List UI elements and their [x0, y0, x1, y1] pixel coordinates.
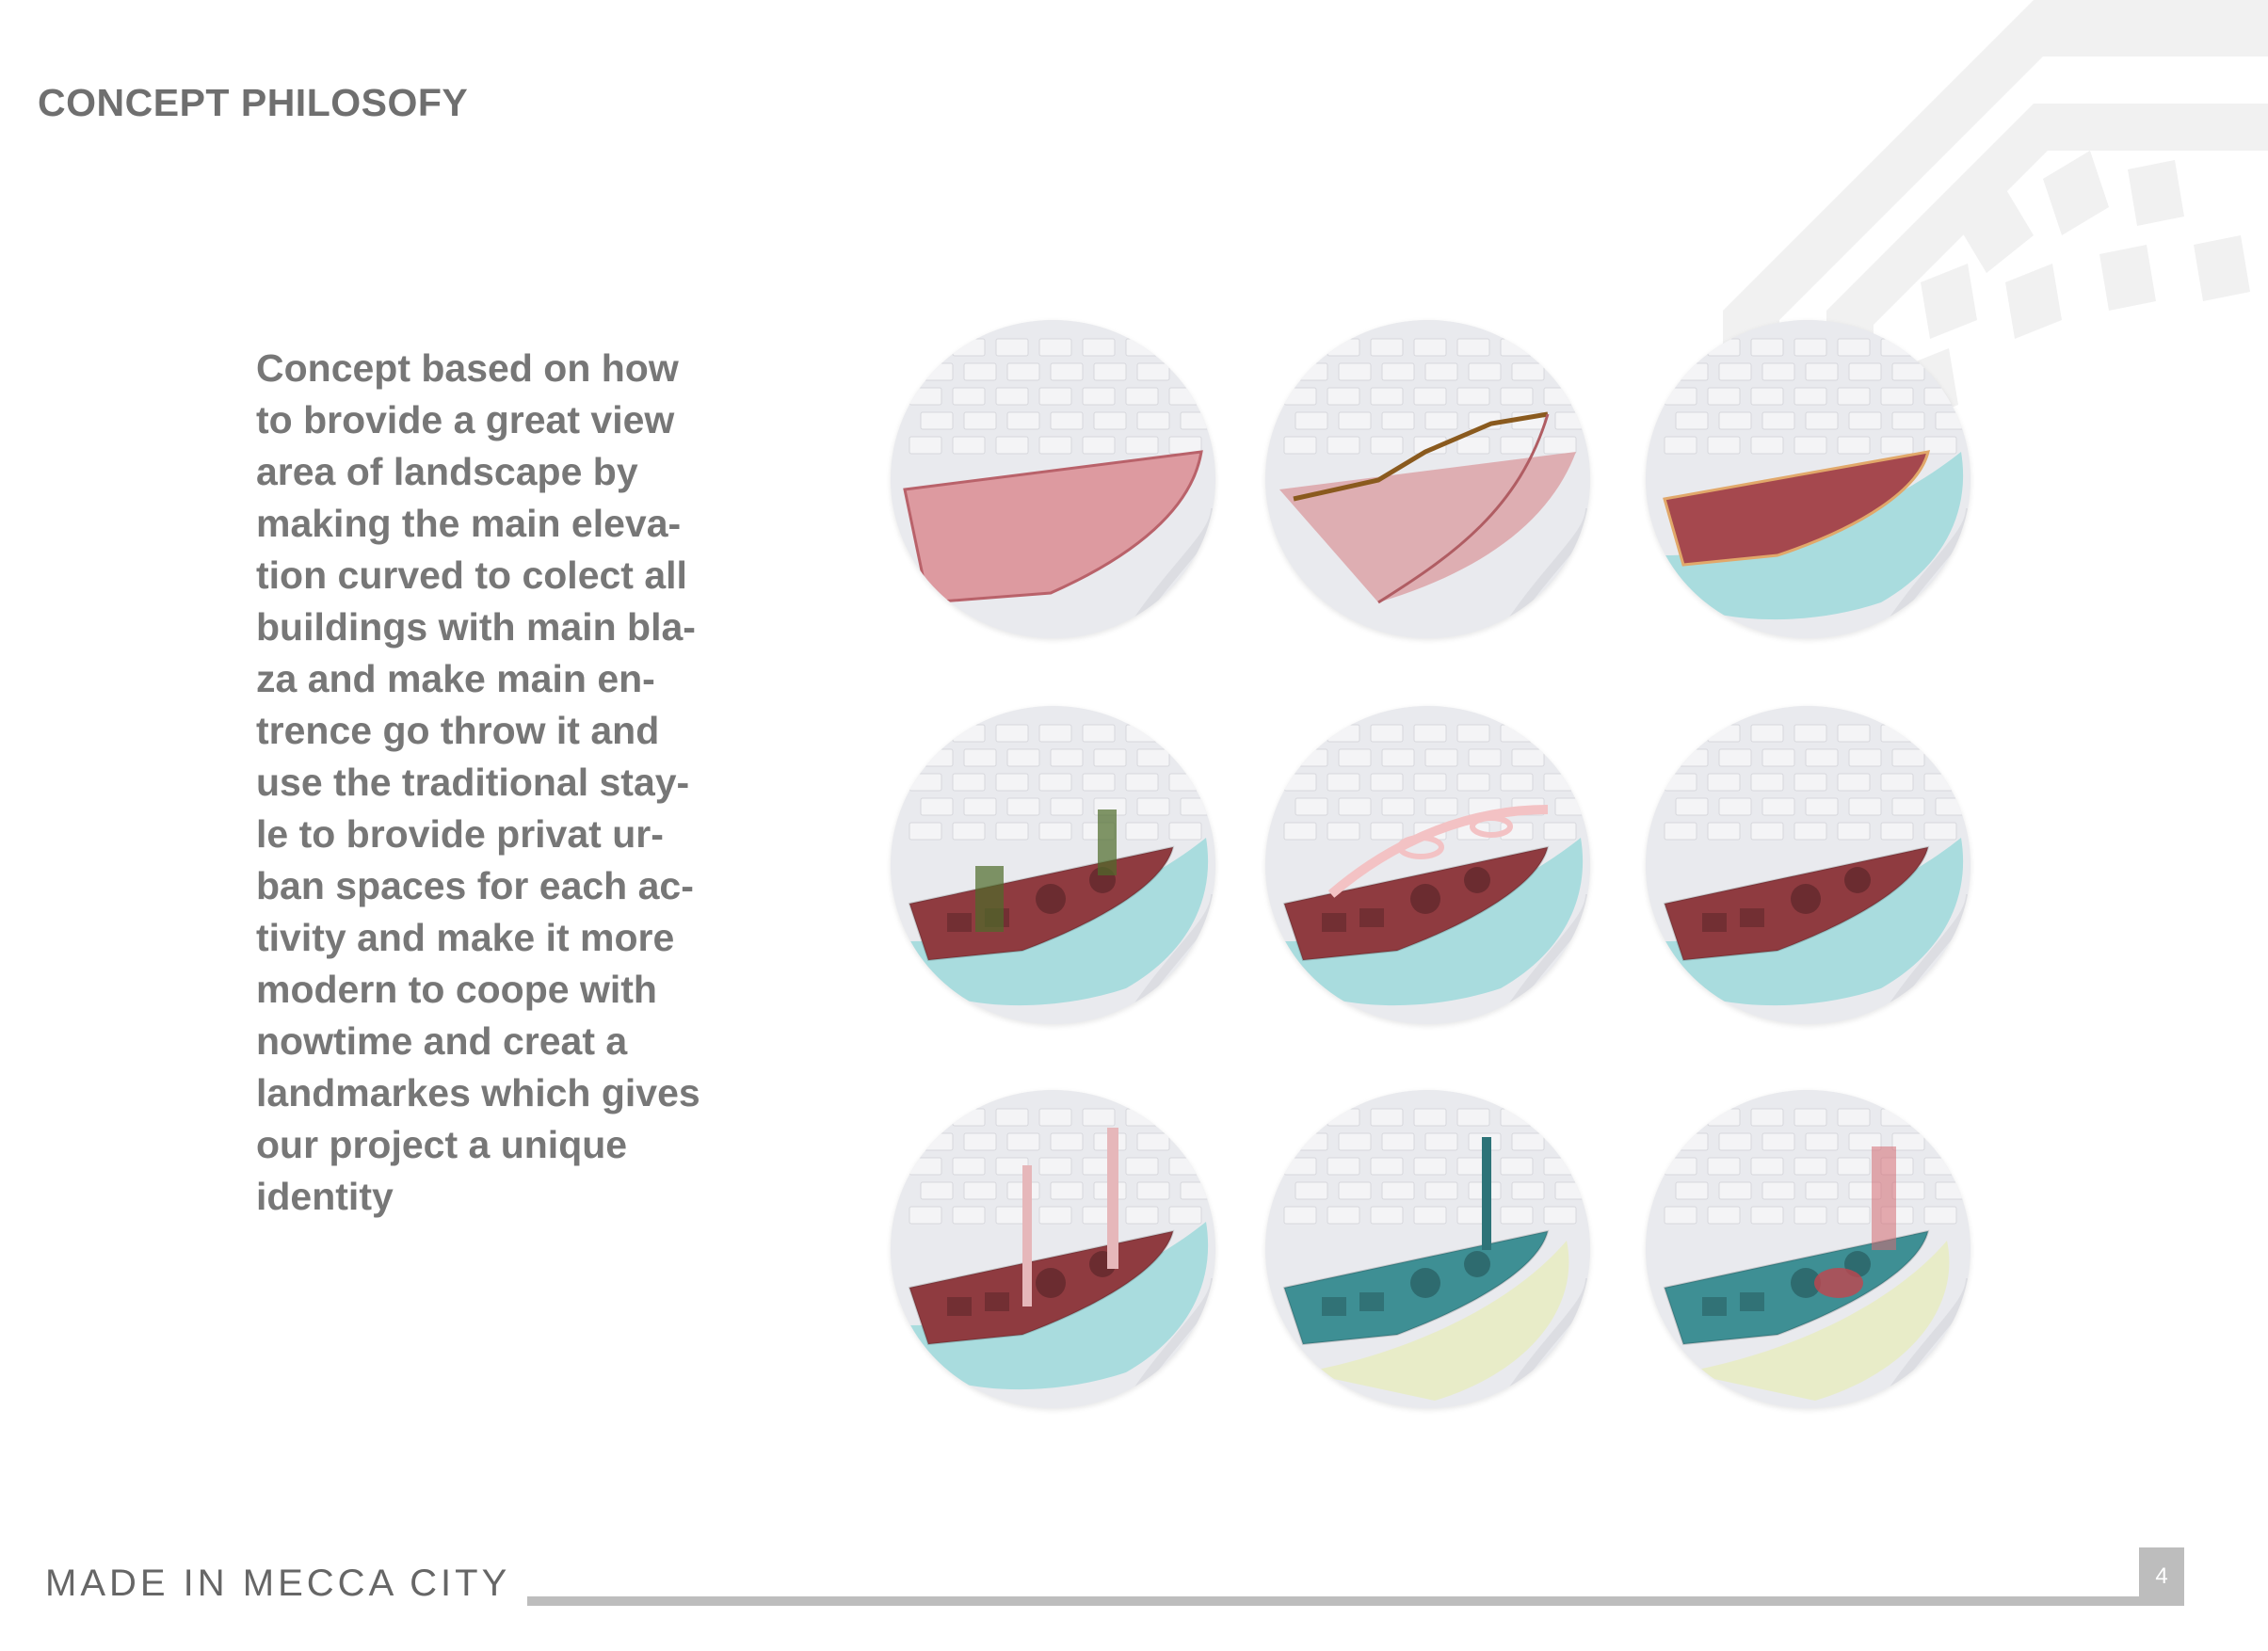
concept-line: use the traditional stay- [256, 761, 690, 804]
concept-line: trence go throw it and [256, 709, 660, 752]
diagram-illustration [891, 320, 1215, 638]
concept-diagram [1265, 1090, 1590, 1408]
concept-line: ban spaces for each ac- [256, 864, 694, 907]
concept-line: za and make main en- [256, 657, 655, 700]
concept-line: modern to coope with [256, 968, 657, 1011]
concept-diagram [1646, 320, 1970, 638]
concept-line: buildings with main bla- [256, 605, 696, 649]
concept-diagram [1646, 706, 1970, 1024]
concept-diagram [891, 320, 1215, 638]
concept-line: to brovide a great view [256, 398, 675, 441]
concept-line: identity [256, 1175, 394, 1218]
diagram-illustration [1265, 320, 1590, 638]
diagram-illustration [1265, 1090, 1590, 1408]
diagram-illustration [891, 706, 1215, 1024]
diagram-illustration [1646, 1090, 1970, 1408]
concept-line: making the main eleva- [256, 502, 682, 545]
footer-divider [527, 1596, 2139, 1606]
concept-diagram [1265, 706, 1590, 1024]
concept-line: tivity and make it more [256, 916, 675, 959]
diagram-illustration [1646, 320, 1970, 638]
diagram-illustration [891, 1090, 1215, 1408]
concept-diagram [891, 706, 1215, 1024]
diagram-illustration [1265, 706, 1590, 1024]
concept-diagram [1646, 1090, 1970, 1408]
diagram-illustration [1646, 706, 1970, 1024]
concept-line: landmarkes which gives [256, 1071, 700, 1114]
concept-diagram-grid [891, 320, 1973, 1412]
concept-line: area of landscape by [256, 450, 638, 493]
concept-line: our project a unique [256, 1123, 628, 1166]
concept-line: le to brovide privat ur- [256, 812, 664, 856]
concept-diagram [1265, 320, 1590, 638]
concept-line: tion curved to colect all [256, 553, 687, 597]
page-title: CONCEPT PHILOSOFY [38, 81, 469, 124]
page-number: 4 [2139, 1547, 2184, 1606]
footer-label: MADE IN MECCA CITY [45, 1563, 511, 1604]
concept-line: Concept based on how [256, 346, 679, 390]
concept-paragraph [256, 343, 727, 1223]
concept-diagram [891, 1090, 1215, 1408]
concept-line: nowtime and creat a [256, 1019, 628, 1063]
